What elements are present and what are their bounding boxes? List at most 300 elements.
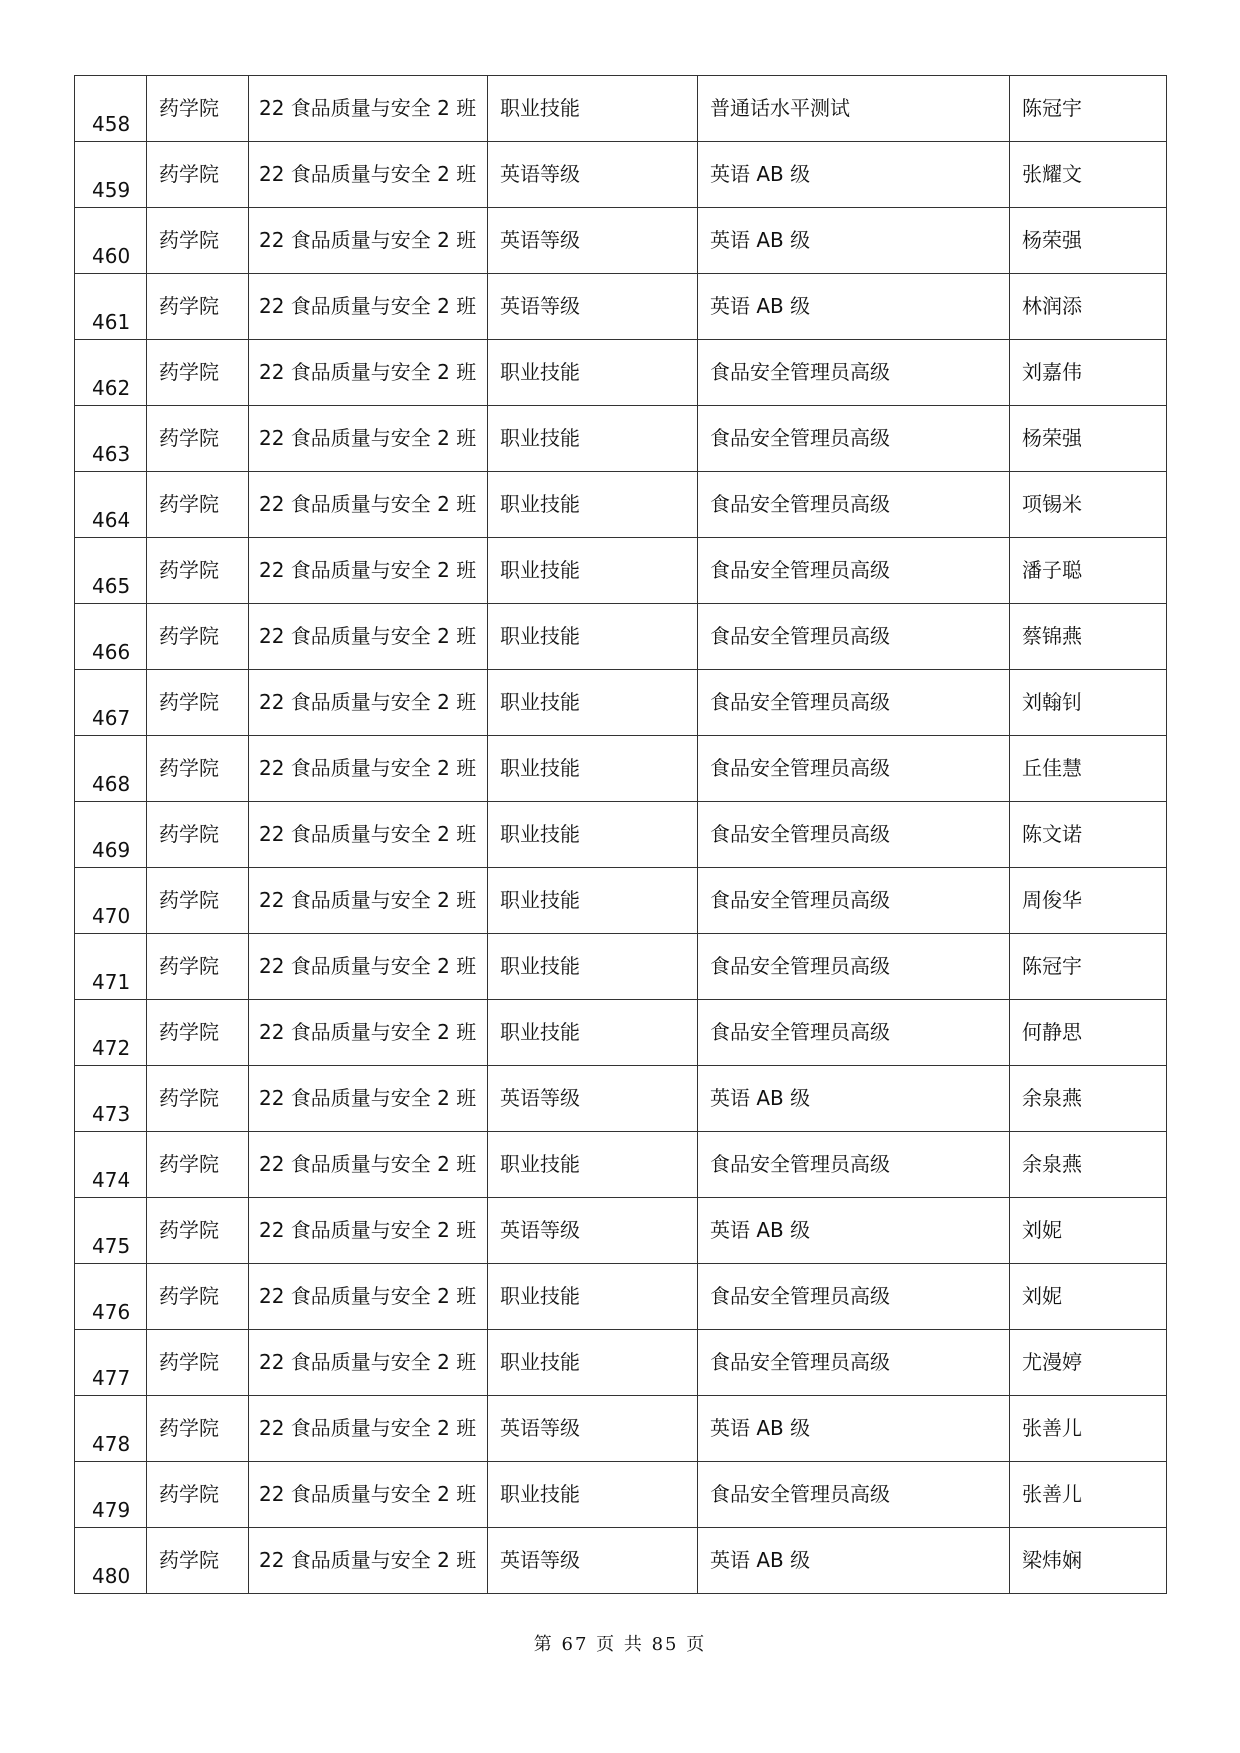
college-text: 药学院 bbox=[159, 1020, 219, 1044]
student-name-cell bbox=[1010, 1264, 1167, 1330]
row-number-text: 469 bbox=[92, 838, 131, 862]
student-name-cell bbox=[1010, 142, 1167, 208]
table-row bbox=[75, 274, 1167, 340]
college-text: 药学院 bbox=[159, 624, 219, 648]
certificate-item-text: 食品安全管理员高级 bbox=[710, 1020, 890, 1044]
college-text: 药学院 bbox=[159, 1086, 219, 1110]
table-row bbox=[75, 472, 1167, 538]
certificate-item-cell bbox=[698, 1396, 1010, 1462]
student-name-cell bbox=[1010, 406, 1167, 472]
certificate-item-cell bbox=[698, 1000, 1010, 1066]
certificate-item-text: 英语 AB 级 bbox=[710, 1086, 811, 1110]
student-name-cell bbox=[1010, 934, 1167, 1000]
table-row bbox=[75, 1066, 1167, 1132]
certificate-item-cell bbox=[698, 1066, 1010, 1132]
class-cell bbox=[249, 1330, 488, 1396]
student-name-text: 林润添 bbox=[1022, 294, 1082, 318]
class-text: 22 食品质量与安全 2 班 bbox=[259, 624, 477, 648]
certificate-item-text: 食品安全管理员高级 bbox=[710, 888, 890, 912]
category-text: 职业技能 bbox=[500, 822, 580, 846]
college-cell bbox=[147, 670, 249, 736]
category-text: 职业技能 bbox=[500, 624, 580, 648]
table-row bbox=[75, 340, 1167, 406]
college-text: 药学院 bbox=[159, 888, 219, 912]
certificate-item-text: 食品安全管理员高级 bbox=[710, 690, 890, 714]
student-name-cell bbox=[1010, 1462, 1167, 1528]
category-cell bbox=[488, 802, 698, 868]
college-text: 药学院 bbox=[159, 1416, 219, 1440]
class-cell bbox=[249, 1396, 488, 1462]
class-cell bbox=[249, 670, 488, 736]
student-name-text: 刘翰钊 bbox=[1022, 690, 1082, 714]
class-cell bbox=[249, 472, 488, 538]
row-number-text: 459 bbox=[92, 178, 131, 202]
row-number-cell bbox=[75, 1462, 147, 1528]
row-number-cell bbox=[75, 538, 147, 604]
table-row bbox=[75, 1000, 1167, 1066]
class-text: 22 食品质量与安全 2 班 bbox=[259, 1284, 477, 1308]
certificate-item-text: 食品安全管理员高级 bbox=[710, 1152, 890, 1176]
college-cell bbox=[147, 1330, 249, 1396]
student-name-cell bbox=[1010, 208, 1167, 274]
college-cell bbox=[147, 1132, 249, 1198]
college-cell bbox=[147, 736, 249, 802]
table-row bbox=[75, 868, 1167, 934]
student-name-text: 陈冠宇 bbox=[1022, 954, 1082, 978]
class-text: 22 食品质量与安全 2 班 bbox=[259, 558, 477, 582]
class-cell bbox=[249, 1528, 488, 1594]
category-text: 职业技能 bbox=[500, 1284, 580, 1308]
category-cell bbox=[488, 934, 698, 1000]
student-name-text: 余泉燕 bbox=[1022, 1086, 1082, 1110]
student-name-text: 何静思 bbox=[1022, 1020, 1082, 1044]
class-cell bbox=[249, 208, 488, 274]
college-text: 药学院 bbox=[159, 822, 219, 846]
row-number-cell bbox=[75, 472, 147, 538]
row-number-cell bbox=[75, 868, 147, 934]
category-text: 职业技能 bbox=[500, 1350, 580, 1374]
certificate-item-text: 英语 AB 级 bbox=[710, 1416, 811, 1440]
college-cell bbox=[147, 208, 249, 274]
row-number-cell bbox=[75, 76, 147, 142]
college-cell bbox=[147, 142, 249, 208]
category-text: 职业技能 bbox=[500, 492, 580, 516]
student-name-text: 刘嘉伟 bbox=[1022, 360, 1082, 384]
row-number-cell bbox=[75, 142, 147, 208]
row-number-cell bbox=[75, 736, 147, 802]
category-text: 英语等级 bbox=[500, 228, 580, 252]
college-text: 药学院 bbox=[159, 360, 219, 384]
college-cell bbox=[147, 1000, 249, 1066]
class-text: 22 食品质量与安全 2 班 bbox=[259, 822, 477, 846]
certificate-item-cell bbox=[698, 802, 1010, 868]
student-name-cell bbox=[1010, 1396, 1167, 1462]
row-number-cell bbox=[75, 1396, 147, 1462]
certificate-item-text: 英语 AB 级 bbox=[710, 228, 811, 252]
class-cell bbox=[249, 76, 488, 142]
college-cell bbox=[147, 1462, 249, 1528]
student-name-text: 梁炜娴 bbox=[1022, 1548, 1082, 1572]
class-text: 22 食品质量与安全 2 班 bbox=[259, 1218, 477, 1242]
class-cell bbox=[249, 340, 488, 406]
category-cell bbox=[488, 208, 698, 274]
student-name-text: 张耀文 bbox=[1022, 162, 1082, 186]
category-text: 英语等级 bbox=[500, 162, 580, 186]
row-number-cell bbox=[75, 1330, 147, 1396]
row-number-text: 460 bbox=[92, 244, 131, 268]
certificate-item-cell bbox=[698, 604, 1010, 670]
class-cell bbox=[249, 1000, 488, 1066]
college-text: 药学院 bbox=[159, 558, 219, 582]
records-table bbox=[74, 75, 1167, 1594]
college-cell bbox=[147, 274, 249, 340]
table-row bbox=[75, 1462, 1167, 1528]
table-row bbox=[75, 604, 1167, 670]
category-cell bbox=[488, 1396, 698, 1462]
category-text: 英语等级 bbox=[500, 1086, 580, 1110]
college-cell bbox=[147, 934, 249, 1000]
certificate-item-cell bbox=[698, 1528, 1010, 1594]
category-text: 职业技能 bbox=[500, 888, 580, 912]
student-name-text: 张善儿 bbox=[1022, 1482, 1082, 1506]
certificate-item-cell bbox=[698, 472, 1010, 538]
table-row bbox=[75, 406, 1167, 472]
student-name-cell bbox=[1010, 1330, 1167, 1396]
row-number-cell bbox=[75, 340, 147, 406]
certificate-item-cell bbox=[698, 406, 1010, 472]
college-cell bbox=[147, 1396, 249, 1462]
certificate-item-text: 食品安全管理员高级 bbox=[710, 492, 890, 516]
student-name-text: 余泉燕 bbox=[1022, 1152, 1082, 1176]
table-row bbox=[75, 802, 1167, 868]
category-text: 职业技能 bbox=[500, 426, 580, 450]
category-cell bbox=[488, 1330, 698, 1396]
category-cell bbox=[488, 1066, 698, 1132]
class-text: 22 食品质量与安全 2 班 bbox=[259, 426, 477, 450]
college-cell bbox=[147, 868, 249, 934]
college-text: 药学院 bbox=[159, 1350, 219, 1374]
row-number-cell bbox=[75, 604, 147, 670]
student-name-text: 项锡米 bbox=[1022, 492, 1082, 516]
student-name-text: 刘妮 bbox=[1022, 1218, 1062, 1242]
college-text: 药学院 bbox=[159, 1218, 219, 1242]
category-cell bbox=[488, 1000, 698, 1066]
student-name-cell bbox=[1010, 1198, 1167, 1264]
class-cell bbox=[249, 1198, 488, 1264]
class-text: 22 食品质量与安全 2 班 bbox=[259, 1152, 477, 1176]
certificate-item-text: 食品安全管理员高级 bbox=[710, 558, 890, 582]
category-cell bbox=[488, 340, 698, 406]
row-number-text: 461 bbox=[92, 310, 131, 334]
records-table-body bbox=[75, 76, 1167, 1594]
category-cell bbox=[488, 274, 698, 340]
certificate-item-text: 食品安全管理员高级 bbox=[710, 756, 890, 780]
row-number-cell bbox=[75, 1198, 147, 1264]
table-row bbox=[75, 670, 1167, 736]
student-name-cell bbox=[1010, 868, 1167, 934]
college-cell bbox=[147, 76, 249, 142]
college-text: 药学院 bbox=[159, 1152, 219, 1176]
college-cell bbox=[147, 472, 249, 538]
student-name-text: 陈冠宇 bbox=[1022, 96, 1082, 120]
certificate-item-cell bbox=[698, 1264, 1010, 1330]
college-text: 药学院 bbox=[159, 690, 219, 714]
class-text: 22 食品质量与安全 2 班 bbox=[259, 954, 477, 978]
student-name-cell bbox=[1010, 274, 1167, 340]
student-name-text: 周俊华 bbox=[1022, 888, 1082, 912]
college-text: 药学院 bbox=[159, 1482, 219, 1506]
class-cell bbox=[249, 604, 488, 670]
student-name-text: 尤漫婷 bbox=[1022, 1350, 1082, 1374]
class-text: 22 食品质量与安全 2 班 bbox=[259, 1086, 477, 1110]
row-number-cell bbox=[75, 1000, 147, 1066]
certificate-item-cell bbox=[698, 1330, 1010, 1396]
class-cell bbox=[249, 406, 488, 472]
certificate-item-text: 食品安全管理员高级 bbox=[710, 624, 890, 648]
category-text: 英语等级 bbox=[500, 1548, 580, 1572]
category-cell bbox=[488, 76, 698, 142]
row-number-text: 472 bbox=[92, 1036, 131, 1060]
row-number-cell bbox=[75, 274, 147, 340]
row-number-text: 476 bbox=[92, 1300, 131, 1324]
category-cell bbox=[488, 1198, 698, 1264]
row-number-text: 468 bbox=[92, 772, 131, 796]
certificate-item-text: 英语 AB 级 bbox=[710, 294, 811, 318]
category-cell bbox=[488, 670, 698, 736]
category-text: 职业技能 bbox=[500, 756, 580, 780]
table-row bbox=[75, 76, 1167, 142]
class-cell bbox=[249, 868, 488, 934]
certificate-item-cell bbox=[698, 934, 1010, 1000]
college-text: 药学院 bbox=[159, 954, 219, 978]
student-name-text: 张善儿 bbox=[1022, 1416, 1082, 1440]
category-text: 英语等级 bbox=[500, 1416, 580, 1440]
row-number-text: 474 bbox=[92, 1168, 131, 1192]
table-row bbox=[75, 142, 1167, 208]
class-cell bbox=[249, 802, 488, 868]
row-number-cell bbox=[75, 670, 147, 736]
class-cell bbox=[249, 1264, 488, 1330]
student-name-cell bbox=[1010, 736, 1167, 802]
category-text: 职业技能 bbox=[500, 360, 580, 384]
student-name-cell bbox=[1010, 1066, 1167, 1132]
college-cell bbox=[147, 1264, 249, 1330]
row-number-text: 458 bbox=[92, 112, 131, 136]
student-name-cell bbox=[1010, 1132, 1167, 1198]
class-cell bbox=[249, 274, 488, 340]
class-text: 22 食品质量与安全 2 班 bbox=[259, 690, 477, 714]
table-row bbox=[75, 1264, 1167, 1330]
class-cell bbox=[249, 934, 488, 1000]
row-number-text: 471 bbox=[92, 970, 131, 994]
certificate-item-cell bbox=[698, 208, 1010, 274]
row-number-cell bbox=[75, 802, 147, 868]
category-cell bbox=[488, 604, 698, 670]
page-number-footer: 第 67 页 共 85 页 bbox=[533, 1634, 707, 1655]
certificate-item-cell bbox=[698, 340, 1010, 406]
certificate-item-cell bbox=[698, 1132, 1010, 1198]
college-text: 药学院 bbox=[159, 426, 219, 450]
certificate-item-cell bbox=[698, 670, 1010, 736]
class-cell bbox=[249, 1462, 488, 1528]
college-text: 药学院 bbox=[159, 228, 219, 252]
certificate-item-cell bbox=[698, 1198, 1010, 1264]
table-row bbox=[75, 1198, 1167, 1264]
student-name-cell bbox=[1010, 670, 1167, 736]
row-number-text: 463 bbox=[92, 442, 131, 466]
certificate-item-text: 食品安全管理员高级 bbox=[710, 360, 890, 384]
certificate-item-text: 英语 AB 级 bbox=[710, 1548, 811, 1572]
college-text: 药学院 bbox=[159, 294, 219, 318]
table-row bbox=[75, 208, 1167, 274]
certificate-item-text: 食品安全管理员高级 bbox=[710, 1350, 890, 1374]
certificate-item-text: 英语 AB 级 bbox=[710, 1218, 811, 1242]
class-text: 22 食品质量与安全 2 班 bbox=[259, 1416, 477, 1440]
certificate-item-cell bbox=[698, 1462, 1010, 1528]
table-row bbox=[75, 1396, 1167, 1462]
category-text: 职业技能 bbox=[500, 1482, 580, 1506]
certificate-item-text: 食品安全管理员高级 bbox=[710, 1284, 890, 1308]
row-number-text: 467 bbox=[92, 706, 131, 730]
college-cell bbox=[147, 802, 249, 868]
certificate-item-text: 食品安全管理员高级 bbox=[710, 1482, 890, 1506]
college-cell bbox=[147, 1066, 249, 1132]
table-row bbox=[75, 1330, 1167, 1396]
category-cell bbox=[488, 1132, 698, 1198]
student-name-cell bbox=[1010, 802, 1167, 868]
category-cell bbox=[488, 538, 698, 604]
table-row bbox=[75, 1132, 1167, 1198]
college-text: 药学院 bbox=[159, 1284, 219, 1308]
category-cell bbox=[488, 1264, 698, 1330]
category-cell bbox=[488, 142, 698, 208]
category-text: 英语等级 bbox=[500, 1218, 580, 1242]
student-name-text: 丘佳慧 bbox=[1022, 756, 1082, 780]
category-text: 职业技能 bbox=[500, 954, 580, 978]
certificate-item-cell bbox=[698, 274, 1010, 340]
class-text: 22 食品质量与安全 2 班 bbox=[259, 1020, 477, 1044]
category-text: 职业技能 bbox=[500, 1020, 580, 1044]
college-cell bbox=[147, 538, 249, 604]
row-number-text: 466 bbox=[92, 640, 131, 664]
row-number-text: 465 bbox=[92, 574, 131, 598]
certificate-item-cell bbox=[698, 538, 1010, 604]
class-text: 22 食品质量与安全 2 班 bbox=[259, 1482, 477, 1506]
category-text: 英语等级 bbox=[500, 294, 580, 318]
row-number-text: 470 bbox=[92, 904, 131, 928]
certificate-item-text: 普通话水平测试 bbox=[710, 96, 850, 120]
class-text: 22 食品质量与安全 2 班 bbox=[259, 492, 477, 516]
student-name-cell bbox=[1010, 340, 1167, 406]
table-row bbox=[75, 736, 1167, 802]
class-text: 22 食品质量与安全 2 班 bbox=[259, 756, 477, 780]
college-cell bbox=[147, 1198, 249, 1264]
certificate-item-cell bbox=[698, 736, 1010, 802]
row-number-cell bbox=[75, 1264, 147, 1330]
certificate-item-text: 食品安全管理员高级 bbox=[710, 426, 890, 450]
table-row bbox=[75, 1528, 1167, 1594]
category-cell bbox=[488, 472, 698, 538]
category-text: 职业技能 bbox=[500, 690, 580, 714]
class-text: 22 食品质量与安全 2 班 bbox=[259, 294, 477, 318]
row-number-text: 462 bbox=[92, 376, 131, 400]
category-cell bbox=[488, 1528, 698, 1594]
category-cell bbox=[488, 736, 698, 802]
certificate-item-text: 食品安全管理员高级 bbox=[710, 822, 890, 846]
college-cell bbox=[147, 406, 249, 472]
class-text: 22 食品质量与安全 2 班 bbox=[259, 888, 477, 912]
college-cell bbox=[147, 340, 249, 406]
class-text: 22 食品质量与安全 2 班 bbox=[259, 1350, 477, 1374]
class-text: 22 食品质量与安全 2 班 bbox=[259, 96, 477, 120]
category-text: 职业技能 bbox=[500, 96, 580, 120]
student-name-cell bbox=[1010, 604, 1167, 670]
certificate-item-cell bbox=[698, 868, 1010, 934]
class-cell bbox=[249, 1066, 488, 1132]
row-number-cell bbox=[75, 1132, 147, 1198]
college-text: 药学院 bbox=[159, 1548, 219, 1572]
college-text: 药学院 bbox=[159, 96, 219, 120]
class-text: 22 食品质量与安全 2 班 bbox=[259, 360, 477, 384]
student-name-cell bbox=[1010, 1528, 1167, 1594]
student-name-text: 杨荣强 bbox=[1022, 228, 1082, 252]
class-text: 22 食品质量与安全 2 班 bbox=[259, 1548, 477, 1572]
category-text: 职业技能 bbox=[500, 558, 580, 582]
row-number-text: 475 bbox=[92, 1234, 131, 1258]
class-cell bbox=[249, 736, 488, 802]
college-text: 药学院 bbox=[159, 756, 219, 780]
table-row bbox=[75, 538, 1167, 604]
row-number-text: 477 bbox=[92, 1366, 131, 1390]
class-cell bbox=[249, 142, 488, 208]
table-row bbox=[75, 934, 1167, 1000]
student-name-cell bbox=[1010, 538, 1167, 604]
category-cell bbox=[488, 1462, 698, 1528]
college-text: 药学院 bbox=[159, 492, 219, 516]
certificate-item-text: 食品安全管理员高级 bbox=[710, 954, 890, 978]
category-text: 职业技能 bbox=[500, 1152, 580, 1176]
student-name-cell bbox=[1010, 1000, 1167, 1066]
row-number-text: 480 bbox=[92, 1564, 131, 1588]
student-name-cell bbox=[1010, 472, 1167, 538]
category-cell bbox=[488, 868, 698, 934]
row-number-cell bbox=[75, 406, 147, 472]
certificate-item-cell bbox=[698, 76, 1010, 142]
row-number-text: 464 bbox=[92, 508, 131, 532]
row-number-cell bbox=[75, 1066, 147, 1132]
student-name-text: 刘妮 bbox=[1022, 1284, 1062, 1308]
class-text: 22 食品质量与安全 2 班 bbox=[259, 228, 477, 252]
class-cell bbox=[249, 1132, 488, 1198]
college-cell bbox=[147, 604, 249, 670]
category-cell bbox=[488, 406, 698, 472]
student-name-text: 潘子聪 bbox=[1022, 558, 1082, 582]
row-number-cell bbox=[75, 208, 147, 274]
certificate-item-text: 英语 AB 级 bbox=[710, 162, 811, 186]
class-text: 22 食品质量与安全 2 班 bbox=[259, 162, 477, 186]
row-number-text: 478 bbox=[92, 1432, 131, 1456]
row-number-cell bbox=[75, 934, 147, 1000]
class-cell bbox=[249, 538, 488, 604]
row-number-text: 473 bbox=[92, 1102, 131, 1126]
student-name-text: 杨荣强 bbox=[1022, 426, 1082, 450]
college-text: 药学院 bbox=[159, 162, 219, 186]
row-number-text: 479 bbox=[92, 1498, 131, 1522]
student-name-cell bbox=[1010, 76, 1167, 142]
student-name-text: 陈文诺 bbox=[1022, 822, 1082, 846]
student-name-text: 蔡锦燕 bbox=[1022, 624, 1082, 648]
college-cell bbox=[147, 1528, 249, 1594]
